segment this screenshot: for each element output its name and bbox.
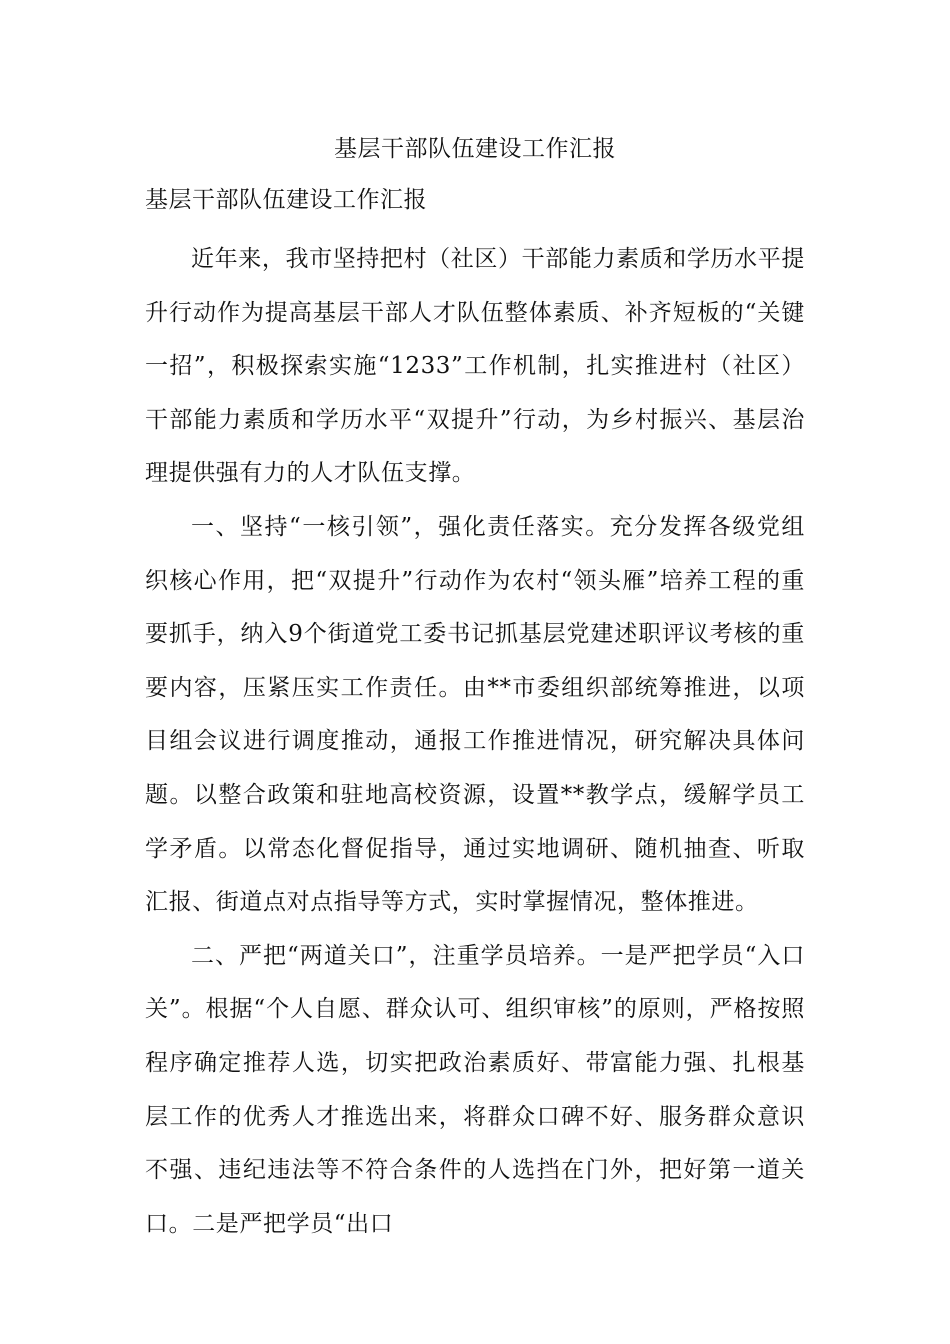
paragraph-intro: 近年来，我市坚持把村（社区）干部能力素质和学历水平提升行动作为提高基层干部人才队伍整体素质、补齐短板的“关键一招”，积极探索实施“1233”工作机制，扎实推进村（社区）干部能力素质和学历水平“双提升”行动，为乡村振兴、基层治理提供强有力的人才队伍支撑。	[145, 246, 805, 487]
document-body	[145, 233, 805, 1251]
paragraph-section-one: 一、坚持“一核引领”，强化责任落实。充分发挥各级党组织核心作用，把“双提升”行动作为农村“领头雁”培养工程的重要抓手，纳入9个街道党工委书记抓基层党建述职评议考核的重要内容，压紧压实工作责任。由**市委组织部统筹推进，以项目组会议进行调度推动，通报工作推进情况，研究解决具体问题。以整合政策和驻地高校资源，设置**教学点，缓解学员工学矛盾。以常态化督促指导，通过实地调研、随机抽查、听取汇报、街道点对点指导等方式，实时掌握情况，整体推进。	[145, 513, 805, 916]
paragraph-section-two: 二、严把“两道关口”，注重学员培养。一是严把学员“入口关”。根据“个人自愿、群众认可、组织审核”的原则，严格按照程序确定推荐人选，切实把政治素质好、带富能力强、扎根基层工作的优秀人才推选出来，将群众口碑不好、服务群众意识不强、违纪违法等不符合条件的人选挡在门外，把好第一道关口。二是严把学员“出口	[145, 942, 805, 1237]
document-subtitle: 基层干部队伍建设工作汇报	[145, 187, 427, 213]
document-title: 基层干部队伍建设工作汇报	[334, 136, 616, 162]
